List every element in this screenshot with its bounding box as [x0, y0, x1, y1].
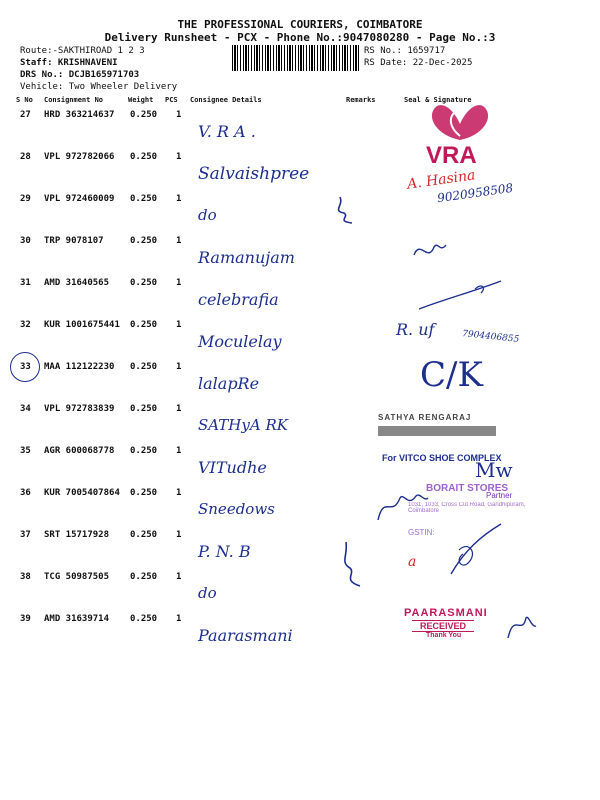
sno: 37 [20, 530, 31, 540]
stores-gstin: GSTIN: [408, 528, 435, 537]
pcs: 1 [176, 488, 182, 498]
weight: 0.250 [130, 530, 158, 540]
weight: 0.250 [130, 152, 158, 162]
table-row [0, 194, 600, 236]
ditto-signature-29 [330, 195, 360, 225]
col-pcs: PCS [165, 96, 178, 104]
pcs: 1 [176, 530, 182, 540]
consignee-handwriting: Salvaishpree [198, 164, 310, 184]
sno: 27 [20, 110, 31, 120]
consignee-handwriting: P. N. B [198, 542, 251, 561]
drs-number: DRS No.: DCJB165971703 [20, 70, 140, 80]
consignment-number: HRD 363214637 [44, 110, 115, 120]
table-row [0, 362, 600, 404]
weight: 0.250 [130, 488, 158, 498]
consignee-handwriting: Sneedows [198, 500, 275, 518]
vra-logo [415, 100, 505, 145]
staff: Staff: KRISHNAVENI [20, 58, 118, 68]
consignment-number: KUR 1001675441 [44, 320, 120, 330]
consignment-number: AGR 600068778 [44, 446, 115, 456]
paarasmani-stamp: PAARASMANI [404, 607, 488, 619]
barcode [232, 45, 360, 71]
consignment-number: TCG 50987505 [44, 572, 110, 582]
ditto-signature-37 [338, 540, 368, 590]
signature-31 [415, 275, 505, 315]
sno: 36 [20, 488, 31, 498]
consignee-handwriting: Moculelay [198, 332, 282, 351]
consignee-handwriting: Paarasmani [198, 626, 293, 645]
col-sno: S No [16, 96, 33, 104]
pcs: 1 [176, 362, 182, 372]
consignee-handwriting: do [198, 206, 217, 224]
vitco-stamp: For VITCO SHOE COMPLEX [382, 453, 502, 463]
consignment-number: VPL 972460009 [44, 194, 115, 204]
table-row [0, 530, 600, 572]
col-consignment: Consignment No [44, 96, 104, 104]
row-33-circle-mark [10, 352, 40, 382]
sno: 29 [20, 194, 31, 204]
pcs: 1 [176, 446, 182, 456]
pcs: 1 [176, 320, 182, 330]
sno: 38 [20, 572, 31, 582]
vitco-signature: Mw [475, 458, 513, 482]
vra-phone: 9020958508 [436, 180, 514, 206]
consignment-number: AMD 31639714 [44, 614, 110, 624]
consignee-handwriting: lalapRe [198, 374, 260, 393]
consignment-number: MAA 112122230 [44, 362, 115, 372]
pcs: 1 [176, 236, 182, 246]
sathya-stamp: SATHYA RENGARAJ [378, 413, 472, 422]
consignment-number: TRP 9078107 [44, 236, 104, 246]
consignment-number: VPL 972783839 [44, 404, 115, 414]
signature-39 [504, 608, 538, 642]
consignee-handwriting: SATHyA RK [198, 416, 288, 434]
pcs: 1 [176, 152, 182, 162]
thankyou-stamp: Thank You [426, 632, 462, 639]
col-weight: Weight [128, 96, 154, 104]
consignment-number: AMD 31640565 [44, 278, 110, 288]
consignee-handwriting: do [198, 584, 217, 602]
pcs: 1 [176, 278, 182, 288]
sno: 33 [20, 362, 31, 372]
sno: 34 [20, 404, 31, 414]
weight: 0.250 [130, 404, 158, 414]
pcs: 1 [176, 572, 182, 582]
runsheet-title: Delivery Runsheet - PCX - Phone No.:9047080280 - Page No.:3 [104, 31, 496, 44]
sno: 28 [20, 152, 31, 162]
consignment-number: KUR 7005407864 [44, 488, 120, 498]
weight: 0.250 [130, 320, 158, 330]
weight: 0.250 [130, 362, 158, 372]
consignment-number: VPL 972782066 [44, 152, 115, 162]
pcs: 1 [176, 194, 182, 204]
col-remarks: Remarks [346, 96, 376, 104]
stores-address: 1031, 1033, Cross Cut Road, Gandhipuram, Coimbatore [408, 502, 526, 514]
consignee-handwriting: celebrafia [198, 290, 279, 309]
col-consignee: Consignee Details [190, 96, 262, 104]
rs-number: RS No.: 1659717 [364, 46, 446, 56]
signature-37 [445, 520, 505, 580]
pcs: 1 [176, 404, 182, 414]
signature-32: R. uf [396, 320, 435, 339]
received-stamp: RECEIVED [412, 620, 474, 632]
vra-signature: A. Hasina [406, 167, 477, 193]
table-row [0, 110, 600, 152]
rs-date: RS Date: 22-Dec-2025 [364, 58, 473, 68]
weight: 0.250 [130, 110, 158, 120]
signature-36 [372, 488, 432, 526]
weight: 0.250 [130, 446, 158, 456]
route: Route:-SAKTHIROAD 1 2 3 [20, 46, 145, 56]
consignee-handwriting: V. R A . [198, 122, 256, 141]
sno: 30 [20, 236, 31, 246]
signature-30 [410, 235, 450, 265]
pcs: 1 [176, 110, 182, 120]
table-row [0, 278, 600, 320]
consignee-handwriting: Ramanujam [198, 248, 295, 267]
phone-32: 7904406855 [461, 329, 520, 345]
vehicle: Vehicle: Two Wheeler Delivery [20, 82, 178, 92]
weight: 0.250 [130, 236, 158, 246]
weight: 0.250 [130, 572, 158, 582]
weight: 0.250 [130, 614, 158, 624]
sno: 39 [20, 614, 31, 624]
vra-stamp: VRA [426, 142, 477, 169]
consignee-handwriting: VITudhe [198, 458, 267, 477]
company-title: THE PROFESSIONAL COURIERS, COIMBATORE [177, 18, 423, 31]
table-row [0, 236, 600, 278]
pcs: 1 [176, 614, 182, 624]
weight: 0.250 [130, 278, 158, 288]
weight: 0.250 [130, 194, 158, 204]
sno: 35 [20, 446, 31, 456]
consignment-number: SRT 15717928 [44, 530, 110, 540]
stores-stamp: BORAIT STORES [426, 483, 509, 494]
stores-partner: Partner [486, 491, 513, 500]
table-row [0, 404, 600, 446]
signature-33: C/K [420, 355, 483, 395]
signature-37b: a [408, 554, 417, 570]
sno: 32 [20, 320, 31, 330]
sno: 31 [20, 278, 31, 288]
col-seal: Seal & Signature [404, 96, 472, 104]
stamp-smudge [378, 426, 496, 436]
